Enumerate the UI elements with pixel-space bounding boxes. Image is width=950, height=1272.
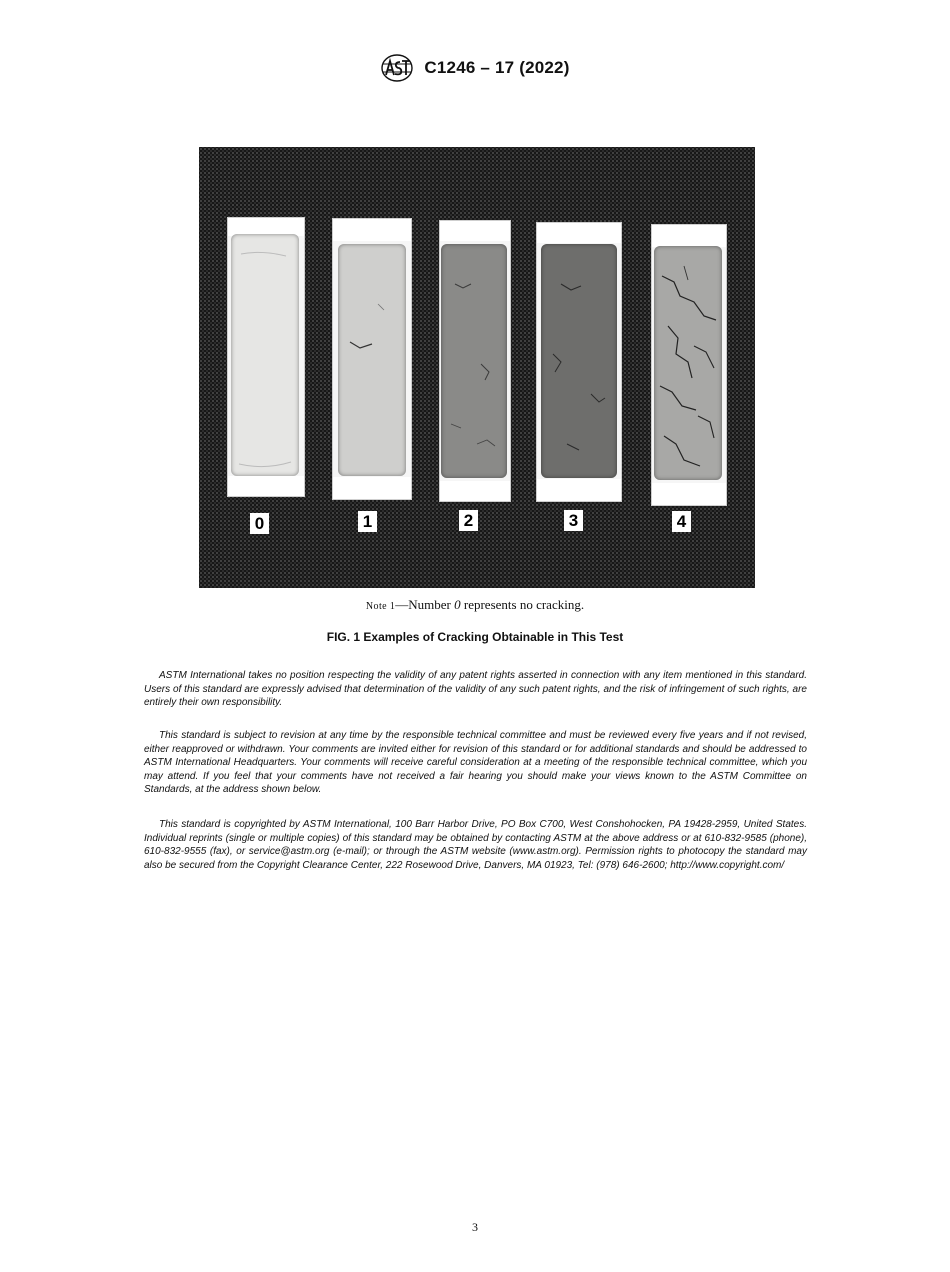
holder-tab xyxy=(228,476,304,496)
crack-pattern xyxy=(541,244,617,478)
holder-tab xyxy=(440,481,510,501)
sealant-slab xyxy=(231,234,299,476)
holder-tab xyxy=(440,221,510,241)
figure-caption: FIG. 1 Examples of Cracking Obtainable in This Test xyxy=(326,630,624,644)
specimen-photograph xyxy=(199,147,755,588)
note-number: 0 xyxy=(454,597,461,612)
holder-tab xyxy=(652,483,726,505)
crack-pattern xyxy=(231,234,299,476)
crack-pattern xyxy=(654,246,722,480)
revision-statement: This standard is subject to revision at any time by the responsible technical committee and must be reviewed every five years and if not revised, either reapproved or withdrawn. Your comments are invited either for revision of this standard or for additional standards and should be addressed to ASTM International Headquarters. Your comments will receive careful consideration at a meeting of the responsible technical committee, which you may attend. If you feel that your comments have not received a fair hearing you should make your views known to the ASTM Committee on Standards, at the address shown below. xyxy=(144,730,807,795)
figure-note xyxy=(0,597,950,613)
sealant-slab xyxy=(441,244,507,478)
patent-statement: ASTM International takes no position respecting the validity of any patent rights asserted in connection with any item mentioned in this standard. Users of this standard are expressly advised that determination of the validity of any such patent rights, and the risk of infringement of such rights, are entirely their own responsibility. xyxy=(144,670,807,708)
sealant-slab xyxy=(541,244,617,478)
page-number: 3 xyxy=(472,1220,478,1234)
specimen-4 xyxy=(651,224,727,531)
note-prefix: Note 1 xyxy=(365,601,396,612)
sealant-slab xyxy=(654,246,722,480)
holder-tab xyxy=(333,477,411,499)
note-suffix: represents no cracking. xyxy=(460,597,585,612)
specimen-2 xyxy=(439,220,511,530)
page-header xyxy=(0,52,950,84)
sealant-slab xyxy=(338,244,406,476)
holder-tab xyxy=(333,219,411,241)
standard-designation: C1246 – 17 (2022) xyxy=(424,58,570,77)
holder-tab xyxy=(652,225,726,247)
specimen-number-label: 1 xyxy=(358,511,377,532)
crack-pattern xyxy=(441,244,507,478)
holder-tab xyxy=(537,479,621,501)
specimen-0 xyxy=(227,217,305,533)
copyright-statement: This standard is copyrighted by ASTM International, 100 Barr Harbor Drive, PO Box C700, West Conshohocken, PA 19428-2959, United States. Individual reprints (single or multiple copies) of this standard may be obtained by contacting ASTM at the above address or at 610-832-9585 (phone), 610-832-9555 (fax), or service@astm.org (e-mail); or through the ASTM website (www.astm.org). Permission rights to photocopy the standard may also be secured from the Copyright Clearance Center, 222 Rosewood Drive, Danvers, MA 01923, Tel: (978) 646-2600; http://www.copyright.com/ xyxy=(144,819,807,871)
astm-logo xyxy=(380,53,414,83)
specimen-number-label: 2 xyxy=(459,510,478,531)
specimen-1 xyxy=(332,218,412,531)
specimen-number-label: 0 xyxy=(250,513,269,534)
crack-pattern xyxy=(338,244,406,476)
specimen-number-label: 3 xyxy=(564,510,583,531)
holder-tab xyxy=(537,223,621,243)
specimen-number-label: 4 xyxy=(672,511,691,532)
specimen-3 xyxy=(536,222,622,530)
note-dash: —Number xyxy=(395,597,455,612)
